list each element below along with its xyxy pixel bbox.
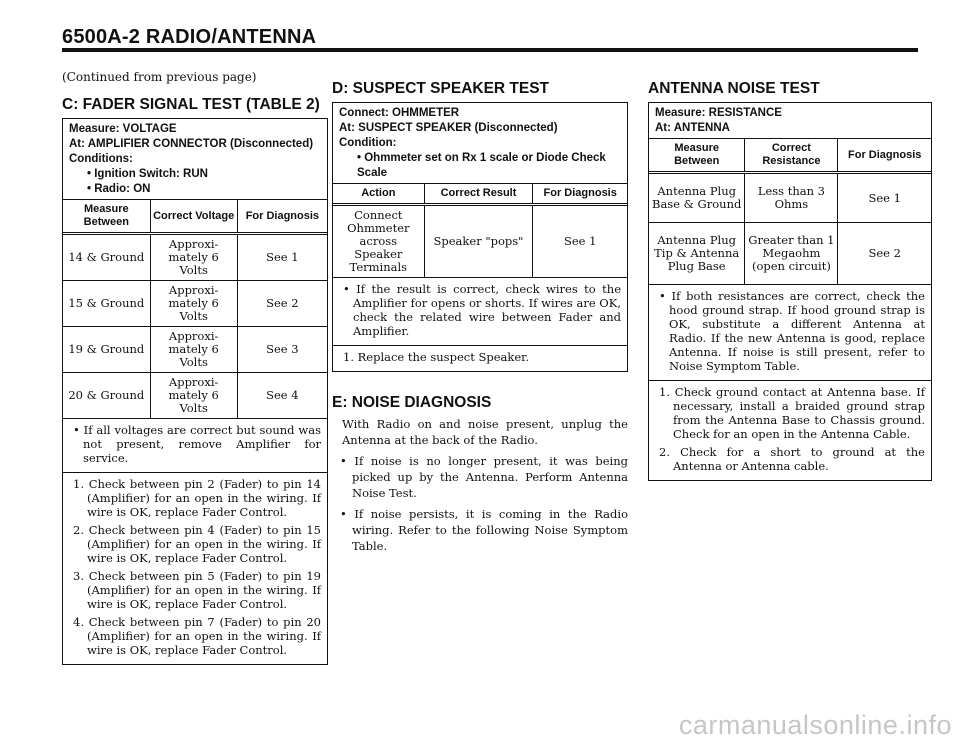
table-cell: See 3 [237,327,327,373]
table-cell: 14 & Ground [63,234,150,281]
table-cell: Antenna Plug Base & Ground [649,173,745,223]
table-cell: Approxi-mately 6 Volts [150,373,237,419]
table-cell: Antenna Plug Tip & Antenna Plug Base [649,223,745,285]
table-cell: Speaker "pops" [424,205,533,278]
fader-title: C: FADER SIGNAL TEST (TABLE 2) [62,96,320,113]
table-cell: See 2 [838,223,931,285]
speaker-conditions [333,103,627,183]
table-cell: See 4 [237,373,327,419]
speaker-title: D: SUSPECT SPEAKER TEST [332,80,550,97]
speaker-steps [333,345,627,371]
antenna-notes [649,285,931,380]
table-cell: Less than 3 Ohms [745,173,838,223]
table-cell: 15 & Ground [63,281,150,327]
speaker-table [333,183,627,278]
antenna-at: At: ANTENNA [655,122,730,134]
table-cell: See 1 [237,234,327,281]
fader-condition-item: • Radio: ON [87,183,151,195]
fader-at: At: AMPLIFIER CONNECTOR (Disconnected) [69,138,314,150]
table-cell: Approxi-mately 6 Volts [150,327,237,373]
header-rule [62,48,918,52]
table-cell: Approxi-mately 6 Volts [150,234,237,281]
speaker-connect: Connect: OHMMETER [339,107,460,119]
fader-notes [63,419,327,472]
fader-step: 4. Check between pin 7 (Fader) to pin 20 (Amplifier) for an open in the wiring. If wire is OK, replace Fader Control. [73,615,321,657]
fader-step: 1. Check between pin 2 (Fader) to pin 14 (Amplifier) for an open in the wiring. If wire is OK, replace Fader Control. [73,477,321,519]
speaker-section [332,80,628,559]
fader-step: 3. Check between pin 5 (Fader) to pin 19 (Amplifier) for an open in the wiring. If wire is OK, replace Fader Control. [73,569,321,611]
table-cell: 19 & Ground [63,327,150,373]
fader-condition-item: • Ignition Switch: RUN [87,168,208,180]
table-cell: Connect Ohmmeter across Speaker Terminals [333,205,424,278]
column-header: For Diagnosis [237,200,327,234]
fader-box [62,118,328,665]
speaker-condition-item: • Ohmmeter set on Rx 1 scale or Diode Check Scale [357,152,606,179]
fader-bullet: • If all voltages are correct but sound was not present, remove Amplifier for service. [73,423,321,465]
column-header: Correct Voltage [150,200,237,234]
table-row [63,373,327,419]
antenna-box [648,102,932,481]
fader-table [63,199,327,419]
noise-title: E: NOISE DIAGNOSIS [332,394,492,411]
fader-section [62,70,328,665]
noise-bullet: • If noise is no longer present, it was being picked up by the Antenna. Perform Antenna Noise Test. [340,454,628,500]
table-cell: 20 & Ground [63,373,150,419]
column-header: Correct Result [424,184,533,205]
column-header: Correct Resistance [745,139,838,173]
table-row [333,205,627,278]
antenna-title: ANTENNA NOISE TEST [648,80,820,97]
fader-conditions-label: Conditions: [69,153,133,165]
fader-step: 2. Check between pin 4 (Fader) to pin 15 (Amplifier) for an open in the wiring. If wire is OK, replace Fader Control. [73,523,321,565]
column-header: Measure Between [63,200,150,234]
fader-measure: Measure: VOLTAGE [69,123,177,135]
table-header-row [649,139,931,173]
column-header: Measure Between [649,139,745,173]
speaker-notes [333,278,627,345]
antenna-steps [649,380,931,480]
fader-steps [63,472,327,664]
table-header-row [63,200,327,234]
speaker-at: At: SUSPECT SPEAKER (Disconnected) [339,122,558,134]
table-cell: See 1 [533,205,627,278]
table-cell: Greater than 1 Megaohm (open circuit) [745,223,838,285]
antenna-section [648,80,932,481]
antenna-bullet: • If both resistances are correct, check the hood ground strap. If hood ground strap is OK, substitute a different Antenna at Radio. If the new Antenna is good, replace Antenna. If noise is still present, refer to Noise Symptom Table. [659,289,925,373]
watermark-text: carmanualsonline.info [678,710,952,740]
fader-conditions [63,119,327,199]
table-cell: See 2 [237,281,327,327]
column-header: For Diagnosis [838,139,931,173]
antenna-step: 2. Check for a short to ground at the Antenna or Antenna cable. [659,445,925,473]
table-row [63,281,327,327]
speaker-box [332,102,628,372]
table-row [63,327,327,373]
page-title: 6500A-2 RADIO/ANTENNA [62,26,317,48]
noise-bullet: • If noise persists, it is coming in the Radio wiring. Refer to the following Noise Symptom Table. [340,507,628,553]
table-row [63,234,327,281]
column-header: Action [333,184,424,205]
antenna-conditions [649,103,931,138]
table-cell: See 1 [838,173,931,223]
table-cell: Approxi-mately 6 Volts [150,281,237,327]
antenna-step: 1. Check ground contact at Antenna base. If necessary, install a braided ground strap from the Antenna Base to Chassis ground. Check for an open in the Antenna Cable. [659,385,925,441]
table-row [649,173,931,223]
noise-intro: With Radio on and noise present, unplug the Antenna at the back of the Radio. [342,417,628,447]
speaker-condition-label: Condition: [339,137,397,149]
continued-note: (Continued from previous page) [62,70,257,84]
speaker-step: 1. Replace the suspect Speaker. [343,350,530,364]
column-header: For Diagnosis [533,184,627,205]
table-header-row [333,184,627,205]
antenna-table [649,138,931,285]
antenna-measure: Measure: RESISTANCE [655,107,782,119]
speaker-bullet: • If the result is correct, check wires to the Amplifier for opens or shorts. If wires are OK, check the related wire between Fader and Amplifier. [343,282,621,338]
table-row [649,223,931,285]
